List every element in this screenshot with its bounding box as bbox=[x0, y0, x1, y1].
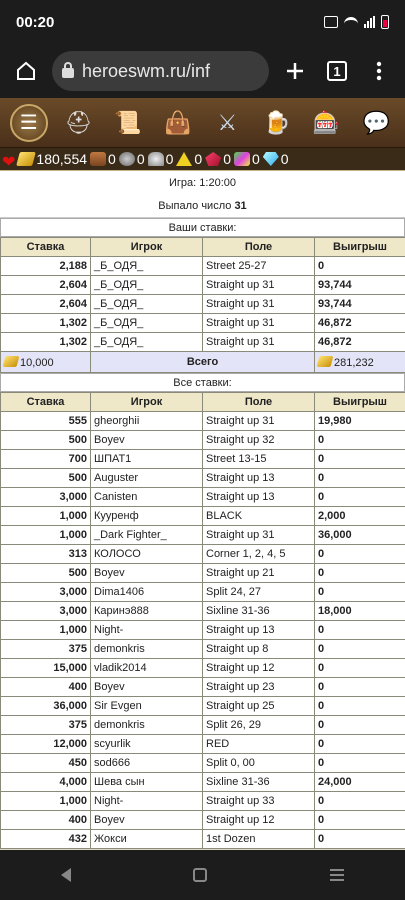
wood-resource bbox=[90, 151, 116, 167]
table-header-row bbox=[1, 238, 405, 257]
health bbox=[2, 152, 16, 171]
player-link[interactable]: scyurlik bbox=[91, 735, 203, 754]
home-button[interactable] bbox=[10, 55, 42, 87]
player-link[interactable]: Boyev bbox=[91, 678, 203, 697]
bet-cell: 12,000 bbox=[1, 735, 91, 754]
table-row bbox=[1, 773, 405, 792]
mercury-icon bbox=[148, 152, 164, 166]
player-link[interactable]: Шева сын bbox=[91, 773, 203, 792]
bet-cell: 3,000 bbox=[1, 583, 91, 602]
field-cell: Straight up 31 bbox=[203, 295, 315, 314]
field-cell: Straight up 31 bbox=[203, 314, 315, 333]
table-row bbox=[1, 507, 405, 526]
table-row bbox=[1, 564, 405, 583]
status-time: 00:20 bbox=[16, 13, 55, 31]
field-cell: Street 13-15 bbox=[203, 450, 315, 469]
field-cell: Straight up 31 bbox=[203, 333, 315, 352]
win-cell: 0 bbox=[315, 545, 405, 564]
bet-cell: 400 bbox=[1, 678, 91, 697]
table-row bbox=[1, 431, 405, 450]
win-cell: 93,744 bbox=[315, 276, 405, 295]
win-cell: 36,000 bbox=[315, 526, 405, 545]
player-link[interactable]: vladik2014 bbox=[91, 659, 203, 678]
diamond-icon bbox=[263, 152, 279, 166]
all-bets-title: Все ставки: bbox=[0, 373, 405, 392]
main-menu-button[interactable] bbox=[10, 104, 48, 142]
field-cell: Straight up 25 bbox=[203, 697, 315, 716]
win-cell: 0 bbox=[315, 811, 405, 830]
bet-cell: 450 bbox=[1, 754, 91, 773]
field-cell: Street 25-27 bbox=[203, 257, 315, 276]
table-row bbox=[1, 295, 405, 314]
bet-cell: 2,604 bbox=[1, 276, 91, 295]
field-cell: Split 0, 00 bbox=[203, 754, 315, 773]
field-cell: Straight up 8 bbox=[203, 640, 315, 659]
url-bar[interactable] bbox=[52, 51, 269, 91]
win-cell: 0 bbox=[315, 697, 405, 716]
ore-resource bbox=[119, 151, 145, 167]
gems-value: 0 bbox=[252, 151, 260, 167]
crystals-value: 0 bbox=[223, 151, 231, 167]
bet-cell: 4,000 bbox=[1, 773, 91, 792]
status-bar bbox=[0, 0, 405, 44]
roulette-icon: 🎰 bbox=[312, 109, 341, 135]
kebab-menu-icon bbox=[376, 61, 382, 81]
resources-bar bbox=[0, 148, 405, 171]
bet-cell: 700 bbox=[1, 450, 91, 469]
win-cell: 93,744 bbox=[315, 295, 405, 314]
header-field: Поле bbox=[203, 238, 315, 257]
table-row bbox=[1, 640, 405, 659]
bet-cell: 1,000 bbox=[1, 792, 91, 811]
gold-coin-icon bbox=[3, 356, 20, 367]
roulette-button[interactable] bbox=[308, 104, 346, 142]
player-link[interactable]: Boyev bbox=[91, 564, 203, 583]
player-link[interactable]: Каринэ888 bbox=[91, 602, 203, 621]
player-link[interactable]: Night- bbox=[91, 792, 203, 811]
my-bets-title: Ваши ставки: bbox=[0, 218, 405, 237]
win-cell: 0 bbox=[315, 754, 405, 773]
field-cell: RED bbox=[203, 735, 315, 754]
win-cell: 0 bbox=[315, 830, 405, 849]
win-cell: 0 bbox=[315, 257, 405, 276]
ore-icon bbox=[119, 152, 135, 166]
bet-cell: 36,000 bbox=[1, 697, 91, 716]
bet-cell: 500 bbox=[1, 564, 91, 583]
win-cell: 46,872 bbox=[315, 314, 405, 333]
url-text: heroeswm.ru/inf bbox=[82, 60, 211, 81]
chat-bubble-icon: 💬 bbox=[362, 109, 390, 135]
win-cell: 2,000 bbox=[315, 507, 405, 526]
wifi-icon bbox=[344, 17, 358, 27]
total-win-value: 281,232 bbox=[334, 356, 374, 369]
beer-mug-icon: 🍺 bbox=[263, 109, 291, 135]
crystals-resource bbox=[205, 151, 231, 167]
player-link[interactable]: Жокси bbox=[91, 830, 203, 849]
bet-cell: 2,604 bbox=[1, 295, 91, 314]
result-number: 31 bbox=[234, 200, 247, 212]
player-link[interactable]: _Б_ОДЯ_ bbox=[91, 295, 203, 314]
player-link[interactable]: Auguster bbox=[91, 469, 203, 488]
sulfur-icon bbox=[176, 152, 192, 166]
table-row bbox=[1, 583, 405, 602]
field-cell: Split 24, 27 bbox=[203, 583, 315, 602]
header-win: Выигрыш bbox=[315, 393, 405, 412]
table-row bbox=[1, 678, 405, 697]
field-cell: Straight up 23 bbox=[203, 678, 315, 697]
player-link[interactable]: demonkris bbox=[91, 640, 203, 659]
chat-button[interactable] bbox=[357, 104, 395, 142]
table-row bbox=[1, 811, 405, 830]
game-label: Игра: 1:20:00 bbox=[169, 177, 236, 189]
more-menu-button[interactable] bbox=[363, 55, 395, 87]
wood-value: 0 bbox=[108, 151, 116, 167]
player-link[interactable]: _Б_ОДЯ_ bbox=[91, 257, 203, 276]
field-cell: Straight up 12 bbox=[203, 811, 315, 830]
field-cell: Straight up 13 bbox=[203, 469, 315, 488]
hero-button[interactable] bbox=[59, 104, 97, 142]
field-cell: Straight up 13 bbox=[203, 488, 315, 507]
total-label: Всего bbox=[91, 352, 315, 373]
player-link[interactable]: Dima1406 bbox=[91, 583, 203, 602]
gems-resource bbox=[234, 151, 260, 167]
table-row bbox=[1, 412, 405, 431]
total-bet-value: 10,000 bbox=[20, 356, 54, 369]
mercury-resource bbox=[148, 151, 174, 167]
total-win bbox=[315, 352, 405, 373]
game-nav bbox=[0, 98, 405, 148]
bet-cell: 555 bbox=[1, 412, 91, 431]
table-row bbox=[1, 735, 405, 754]
android-nav-bar bbox=[0, 850, 405, 900]
field-cell: Straight up 21 bbox=[203, 564, 315, 583]
field-cell: Split 26, 29 bbox=[203, 716, 315, 735]
tabs-button[interactable] bbox=[321, 55, 353, 87]
lock-icon bbox=[62, 68, 74, 78]
header-field: Поле bbox=[203, 393, 315, 412]
tab-count: 1 bbox=[327, 61, 347, 81]
player-link[interactable]: gheorghii bbox=[91, 412, 203, 431]
result-label: Выпало число bbox=[158, 200, 232, 212]
field-cell: Sixline 31-36 bbox=[203, 602, 315, 621]
header-bet: Ставка bbox=[1, 238, 91, 257]
crystal-icon bbox=[205, 152, 221, 166]
bet-cell: 15,000 bbox=[1, 659, 91, 678]
field-cell: Corner 1, 2, 4, 5 bbox=[203, 545, 315, 564]
win-cell: 0 bbox=[315, 469, 405, 488]
table-row bbox=[1, 488, 405, 507]
win-cell: 24,000 bbox=[315, 773, 405, 792]
bet-cell: 1,000 bbox=[1, 621, 91, 640]
table-row bbox=[1, 602, 405, 621]
sulfur-resource bbox=[176, 151, 202, 167]
table-row bbox=[1, 754, 405, 773]
field-cell: Sixline 31-36 bbox=[203, 773, 315, 792]
win-cell: 0 bbox=[315, 716, 405, 735]
table-row bbox=[1, 469, 405, 488]
player-link[interactable]: Canisten bbox=[91, 488, 203, 507]
win-cell: 0 bbox=[315, 735, 405, 754]
inventory-button[interactable] bbox=[159, 104, 197, 142]
table-row bbox=[1, 716, 405, 735]
table-row bbox=[1, 697, 405, 716]
win-cell: 0 bbox=[315, 621, 405, 640]
player-link[interactable]: _Dark Fighter_ bbox=[91, 526, 203, 545]
recents-icon[interactable] bbox=[330, 869, 344, 881]
home-icon bbox=[15, 60, 37, 82]
table-row bbox=[1, 659, 405, 678]
battery-icon bbox=[381, 15, 389, 29]
field-cell: Straight up 32 bbox=[203, 431, 315, 450]
field-cell: Straight up 31 bbox=[203, 526, 315, 545]
table-row bbox=[1, 830, 405, 849]
table-row bbox=[1, 257, 405, 276]
ore-value: 0 bbox=[136, 151, 145, 167]
player-link[interactable]: Sir Evgen bbox=[91, 697, 203, 716]
player-link[interactable]: ШПАТ1 bbox=[91, 450, 203, 469]
bet-cell: 1,000 bbox=[1, 526, 91, 545]
heart-icon: ❤ bbox=[2, 154, 16, 171]
field-cell: Straight up 12 bbox=[203, 659, 315, 678]
table-row bbox=[1, 621, 405, 640]
field-cell: Straight up 33 bbox=[203, 792, 315, 811]
field-cell: Straight up 13 bbox=[203, 621, 315, 640]
bet-cell: 3,000 bbox=[1, 488, 91, 507]
bet-cell: 313 bbox=[1, 545, 91, 564]
win-cell: 0 bbox=[315, 792, 405, 811]
vibrate-icon bbox=[324, 16, 338, 28]
total-bet bbox=[1, 352, 91, 373]
plus-icon bbox=[285, 61, 305, 81]
table-row bbox=[1, 314, 405, 333]
game-info bbox=[0, 171, 405, 218]
knight-helmet-icon: ⛑ bbox=[64, 109, 93, 135]
bet-cell: 400 bbox=[1, 811, 91, 830]
my-bets-table bbox=[0, 237, 405, 373]
bet-cell: 432 bbox=[1, 830, 91, 849]
diamonds-resource bbox=[263, 151, 289, 167]
result-line bbox=[0, 195, 405, 217]
table-row bbox=[1, 450, 405, 469]
all-bets-table bbox=[0, 392, 405, 849]
header-player: Игрок bbox=[91, 393, 203, 412]
win-cell: 0 bbox=[315, 678, 405, 697]
bet-cell: 500 bbox=[1, 431, 91, 450]
player-link[interactable]: sod666 bbox=[91, 754, 203, 773]
wood-icon bbox=[90, 152, 106, 166]
table-row bbox=[1, 545, 405, 564]
field-cell: Straight up 31 bbox=[203, 412, 315, 431]
tavern-button[interactable] bbox=[258, 104, 296, 142]
bet-cell: 375 bbox=[1, 716, 91, 735]
home-nav-icon[interactable] bbox=[193, 868, 207, 882]
bet-cell: 375 bbox=[1, 640, 91, 659]
gold-icon bbox=[17, 152, 37, 166]
table-header-row bbox=[1, 393, 405, 412]
back-icon[interactable] bbox=[61, 868, 71, 882]
player-link[interactable]: Boyev bbox=[91, 811, 203, 830]
player-link[interactable]: Кууренф bbox=[91, 507, 203, 526]
gold-coin-icon bbox=[317, 356, 334, 367]
bet-cell: 1,302 bbox=[1, 314, 91, 333]
player-link[interactable]: _Б_ОДЯ_ bbox=[91, 314, 203, 333]
bet-cell: 1,000 bbox=[1, 507, 91, 526]
bet-cell: 500 bbox=[1, 469, 91, 488]
map-scroll-icon: 📜 bbox=[114, 109, 142, 135]
status-icons bbox=[324, 15, 389, 29]
sulfur-value: 0 bbox=[194, 151, 203, 167]
bet-cell: 3,000 bbox=[1, 602, 91, 621]
header-win: Выигрыш bbox=[315, 238, 405, 257]
browser-toolbar bbox=[0, 44, 405, 98]
player-link[interactable]: Boyev bbox=[91, 431, 203, 450]
mercury-value: 0 bbox=[165, 151, 174, 167]
win-cell: 18,000 bbox=[315, 602, 405, 621]
field-cell: BLACK bbox=[203, 507, 315, 526]
bet-cell: 2,188 bbox=[1, 257, 91, 276]
win-cell: 0 bbox=[315, 450, 405, 469]
win-cell: 19,980 bbox=[315, 412, 405, 431]
header-player: Игрок bbox=[91, 238, 203, 257]
total-row bbox=[1, 352, 405, 373]
player-link[interactable]: КОЛОСО bbox=[91, 545, 203, 564]
win-cell: 0 bbox=[315, 640, 405, 659]
player-link[interactable]: _Б_ОДЯ_ bbox=[91, 333, 203, 352]
gold-value: 180,554 bbox=[36, 151, 88, 167]
win-cell: 0 bbox=[315, 431, 405, 450]
bag-icon: 👜 bbox=[163, 109, 192, 135]
player-link[interactable]: Night- bbox=[91, 621, 203, 640]
gems-icon bbox=[234, 152, 250, 166]
signal-icon bbox=[364, 16, 375, 28]
bet-cell: 1,302 bbox=[1, 333, 91, 352]
gold-resource bbox=[18, 151, 87, 167]
win-cell: 46,872 bbox=[315, 333, 405, 352]
map-button[interactable] bbox=[109, 104, 147, 142]
player-link[interactable]: _Б_ОДЯ_ bbox=[91, 276, 203, 295]
table-row bbox=[1, 792, 405, 811]
menu-icon: ☰ bbox=[19, 112, 38, 134]
new-tab-button[interactable] bbox=[279, 55, 311, 87]
win-cell: 0 bbox=[315, 583, 405, 602]
crossed-swords-icon: ⚔ bbox=[217, 109, 238, 135]
win-cell: 0 bbox=[315, 659, 405, 678]
win-cell: 0 bbox=[315, 488, 405, 507]
player-link[interactable]: demonkris bbox=[91, 716, 203, 735]
table-row bbox=[1, 333, 405, 352]
header-bet: Ставка bbox=[1, 393, 91, 412]
battles-button[interactable] bbox=[208, 104, 246, 142]
table-row bbox=[1, 526, 405, 545]
field-cell: 1st Dozen bbox=[203, 830, 315, 849]
table-row bbox=[1, 276, 405, 295]
diamonds-value: 0 bbox=[280, 151, 289, 167]
page-content bbox=[0, 171, 405, 875]
win-cell: 0 bbox=[315, 564, 405, 583]
field-cell: Straight up 31 bbox=[203, 276, 315, 295]
